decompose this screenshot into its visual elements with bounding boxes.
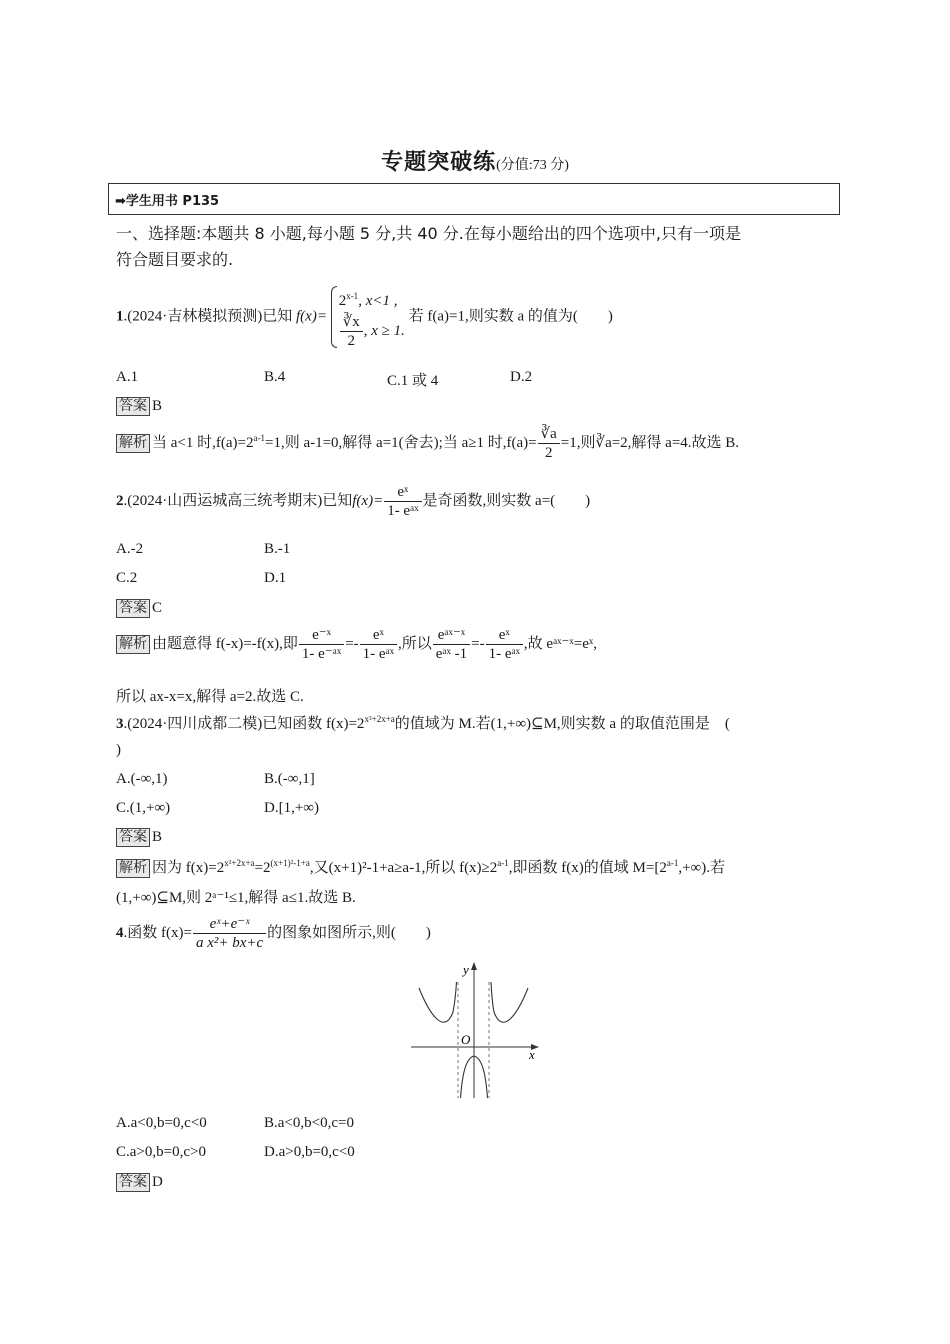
q1-source: .(2024·吉林模拟预测)已知	[123, 308, 293, 325]
q3-option-b: B.(-∞,1]	[264, 771, 315, 787]
x-axis-label: x	[529, 1047, 535, 1062]
q1-option-a: A.1	[116, 369, 139, 385]
q2-option-c: C.2	[116, 570, 138, 586]
q1-option-d: D.2	[510, 369, 533, 385]
q2-answer: 答案 C	[116, 599, 162, 618]
q2-option-b: B.-1	[264, 541, 291, 557]
q2-analysis-line-2: 所以 ax-x=x,解得 a=2.故选 C.	[116, 689, 304, 705]
y-axis-label: y	[463, 962, 469, 977]
q1-after: 若 f(a)=1,则实数 a 的值为( )	[408, 308, 613, 325]
q4-option-a: A.a<0,b=0,c<0	[116, 1115, 207, 1131]
q3-analysis: 解析 因为 $f(x)=2^{x^2+2x+a}=2^{(x+1)^2-1+a}$,又(x+1)²-1+a≥a-1,所以 $f(x)\ge 2^{a-1}$,即函数 f(x)的值域 $M=[2^{a-1},+\infty)$.若	[116, 856, 725, 878]
analysis-label: 解析	[116, 434, 150, 453]
left-curve	[419, 982, 457, 1022]
q4-option-b: B.a<0,b<0,c=0	[264, 1115, 354, 1131]
question-4: 4.函数 f(x)= $\frac{\text{eˣ+e⁻ˣ}}{\text{a x²+ bx+c}}$ 的图象如图所示,则( )	[116, 916, 431, 951]
q1-option-c: C.1 或 4	[387, 373, 439, 389]
q1-fx: f(x)=	[296, 308, 327, 325]
q2-analysis: 解析 由题意得 f(-x)=-f(x),即 $\frac{\text{e⁻ˣ}}{\text{1- e⁻ᵃˣ}}$ =- $\frac{\text{eˣ}}{\text{1- eᵃˣ}}$ ,所以 $\frac{\text{eᵃˣ⁻ˣ}}{\text{eᵃˣ -1}}$ =- $\frac{\text{eˣ}}{\text{1- eᵃˣ}}$ ,故 eᵃˣ⁻ˣ=eˣ,	[116, 626, 597, 663]
q3-option-c: C.(1,+∞)	[116, 800, 171, 816]
right-curve	[491, 982, 528, 1022]
answer-label: 答案	[116, 397, 150, 416]
section-line-1: 一、选择题:本题共 8 小题,每小题 5 分,共 40 分.在每小题给出的四个选项中,只有一项是	[116, 224, 741, 243]
section-line-2: 符合题目要求的.	[116, 250, 234, 269]
q1-option-b: B.4	[264, 369, 286, 385]
q4-option-c: C.a>0,b=0,c>0	[116, 1144, 206, 1160]
book-reference: ➡学生用书 P135	[115, 194, 220, 209]
q3-option-d: D.[1,+∞)	[264, 800, 319, 816]
section-heading	[116, 221, 741, 273]
origin-label: O	[461, 1032, 471, 1047]
y-axis-arrow	[471, 962, 477, 970]
q1-piecewise: 2$^{x-1}$, x<1 , $\frac{∛x}{2}$ , x ≥ 1.	[331, 284, 405, 350]
title-sub: (分值:73 分)	[496, 158, 569, 173]
page-title	[0, 145, 950, 176]
q2-option-d: D.1	[264, 570, 287, 586]
q3-analysis-line-2: (1,+∞)⊆M,则 2ᵃ⁻¹≤1,解得 a≤1.故选 B.	[116, 890, 356, 906]
q1-answer: 答案 B	[116, 397, 162, 416]
q4-option-d: D.a>0,b=0,c<0	[264, 1144, 355, 1160]
question-3: 3.(2024·四川成都二模)已知函数 $f(x)=2^{x^2+2x+a}$的值域为 M.若(1,+∞)⊆M,则实数 a 的取值范围是 (	[116, 714, 730, 732]
q3-option-a: A.(-∞,1)	[116, 771, 168, 787]
question-3-wrap: )	[116, 742, 121, 758]
q2-option-a: A.-2	[116, 541, 144, 557]
q1-number: 1	[116, 308, 124, 325]
question-2: 2.(2024·山西运城高三统考期末)已知f(x)= $\frac{\text{eˣ}}{\text{1- eᵃˣ}}$ 是奇函数,则实数 a=( )	[116, 484, 591, 519]
q4-answer: 答案 D	[116, 1173, 163, 1192]
title-main: 专题突破练	[381, 150, 497, 175]
q3-answer: 答案 B	[116, 828, 162, 847]
book-reference-bar	[108, 183, 840, 215]
q1-analysis: 解析 当 a<1 时$,f(a)=2^{a-1}=1$,则 a-1=0,解得 a=1(舍去);当 a≥1 时,f(a)= $\frac{∛a}{2}$ =1,则∛a=2,解得 a=4.故选 B.	[116, 425, 739, 462]
function-graph	[405, 958, 545, 1100]
question-1	[116, 284, 613, 350]
q2-number: 2	[116, 492, 124, 509]
